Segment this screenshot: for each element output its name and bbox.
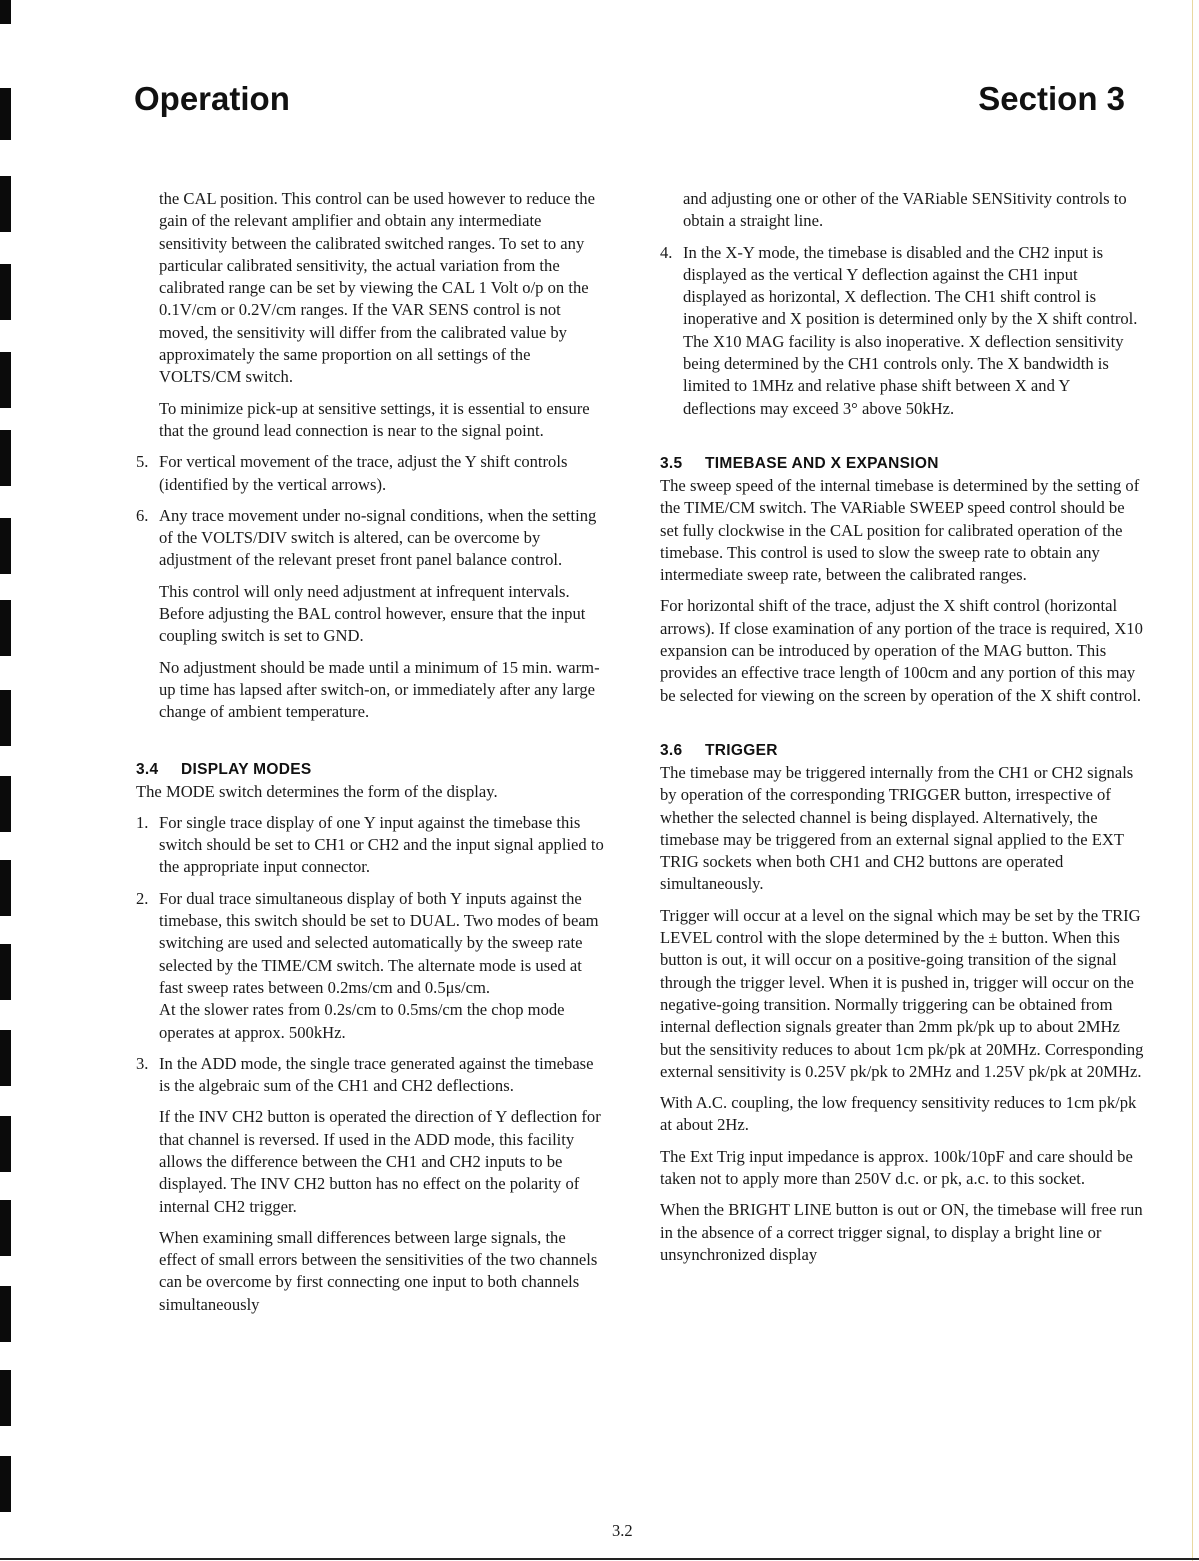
list-item: [136, 888, 606, 1044]
paragraph: For vertical movement of the trace, adjust the Y shift controls (identified by the vertical arrows).: [159, 452, 568, 494]
paragraph: The MODE switch determines the form of the display.: [136, 781, 498, 801]
list-number: 5.: [136, 452, 149, 472]
paragraph: For horizontal shift of the trace, adjust the X shift control (horizontal arrows). If close examination of any portion of the trace is required, X10 expansion can be introduced by operation of the MAG button. This provides an effective trace length of 100cm and any portion of this may be selected for viewing on the screen by operation of the X shift control.: [660, 596, 1143, 705]
list-item: [136, 451, 606, 496]
list-number: 2.: [136, 888, 149, 908]
section-heading-text: TRIGGER: [705, 741, 778, 759]
paragraph: This control will only need adjustment at infrequent intervals. Before adjusting the BAL control however, ensure that the input coupling switch is set to GND.: [159, 581, 586, 646]
section-title: Section 3: [978, 80, 1125, 117]
paragraph: At the slower rates from 0.2s/cm to 0.5ms/cm the chop mode operates at approx. 500kHz.: [159, 1000, 565, 1042]
section-number: 3.4: [136, 760, 159, 778]
section-heading: [660, 740, 1144, 762]
page-title: Operation: [134, 80, 290, 117]
paragraph: The Ext Trig input impedance is approx. 100k/10pF and care should be taken not to apply more than 250V d.c. or pk, a.c. to this socket.: [660, 1146, 1133, 1188]
paragraph: To minimize pick-up at sensitive settings, it is essential to ensure that the ground lead connection is near to the signal point.: [159, 398, 590, 440]
paragraph: The sweep speed of the internal timebase is determined by the setting of the TIME/CM switch. The VARiable SWEEP speed control should be set fully clockwise in the CAL position for calibrated operation of the timebase. This control is used to slow the sweep rate to obtain any intermediate sweep rate, between the calibrated ranges.: [660, 475, 1140, 585]
paragraph: For dual trace simultaneous display of both Y inputs against the timebase, this switch should be set to DUAL. Two modes of beam switching are used and selected automatically by the sweep rate selected by the TIME/CM switch. The alternate mode is used at fast sweep rates between 0.2ms/cm and 0.5μs/cm.: [159, 888, 599, 997]
paragraph: Trigger will occur at a level on the signal which may be set by the TRIG LEVEL control with the slope determined by the ± button. When this button is out, it will occur on a positive-going transition of the signal through the trigger level. When it is pushed in, trigger will occur on the negative-going transition. Normally triggering can be obtained from internal deflection signals greater than 2mm pk/pk up to about 2MHz but the sensitivity reduces to about 1cm pk/pk at 20MHz. Corresponding external sensitivity is 0.25V pk/pk to 2MHz and 1.25V pk/pk at 20MHz.: [660, 905, 1144, 1081]
list-item: [136, 505, 606, 724]
paragraph: For single trace display of one Y input against the timebase this switch should be set to CH1 or CH2 and the input signal applied to the appropriate input connector.: [159, 812, 604, 877]
paragraph: When examining small differences between large signals, the effect of small errors between the sensitivities of the two channels can be overcome by first connecting one input to both channels simultaneously: [159, 1227, 598, 1314]
right-column: [660, 188, 1144, 1275]
paragraph: With A.C. coupling, the low frequency sensitivity reduces to 1cm pk/pk at about 2Hz.: [660, 1093, 1137, 1135]
section-number: 3.6: [660, 741, 683, 759]
list-item: [136, 812, 606, 879]
list-item: [660, 242, 1144, 420]
paragraph: and adjusting one or other of the VARiable SENSitivity controls to obtain a straight line.: [683, 189, 1127, 231]
paragraph: No adjustment should be made until a minimum of 15 min. warm-up time has lapsed after switch-on, or immediately after any large change of ambient temperature.: [159, 657, 600, 722]
paragraph: When the BRIGHT LINE button is out or ON, the timebase will free run in the absence of a correct trigger signal, to display a bright line or unsynchronized display: [660, 1200, 1143, 1264]
section-heading: [660, 453, 1144, 475]
paragraph: In the ADD mode, the single trace generated against the timebase is the algebraic sum of the CH1 and CH2 deflections.: [159, 1053, 594, 1096]
page-number: 3.2: [612, 1521, 633, 1540]
list-number: 6.: [136, 505, 149, 525]
section-number: 3.5: [660, 454, 683, 472]
section-heading-text: DISPLAY MODES: [181, 760, 312, 778]
paragraph: The timebase may be triggered internally from the CH1 or CH2 signals by operation of the corresponding TRIGGER button, irrespective of whether the selected channel is being displayed. Alternatively, the timebase may be triggered from an external signal applied to the EXT TRIG sockets when both CH1 and CH2 buttons are operated simultaneously.: [660, 762, 1134, 894]
list-number: 4.: [660, 242, 673, 262]
list-number: 1.: [136, 812, 149, 832]
section-heading-text: TIMEBASE AND X EXPANSION: [705, 454, 939, 472]
left-column: [136, 188, 606, 1325]
page-edge-line: [1192, 0, 1193, 1561]
list-number: 3.: [136, 1053, 149, 1073]
page-bottom-edge: [0, 1558, 1199, 1560]
binding-marks: [0, 0, 14, 1561]
paragraph: the CAL position. This control can be used however to reduce the gain of the relevant amplifier and obtain any intermediate sensitivity between the calibrated switched ranges. To set to any particular calibrated sensitivity, the actual variation from the calibrated range can be set by viewing the CAL 1 Volt o/p on the 0.1V/cm or 0.2V/cm ranges. If the VAR SENS control is not moved, the sensitivity will differ from the calibrated value by approximately the same proportion on all settings of the VOLTS/CM switch.: [159, 189, 595, 387]
paragraph: Any trace movement under no-signal conditions, when the setting of the VOLTS/DIV switch is altered, can be overcome by adjustment of the relevant preset front panel balance control.: [159, 505, 597, 570]
section-heading: [136, 759, 606, 781]
paragraph: In the X-Y mode, the timebase is disabled and the CH2 input is displayed as the vertical Y deflection against the CH1 input displayed as horizontal, X deflection. The CH1 shift control is inoperative and X position is determined only by the X shift control. The X10 MAG facility is also inoperative. X deflection sensitivity being determined by the CH1 controls only. The X bandwidth is limited to 1MHz and relative phase shift between X and Y deflections may exceed 3° above 50kHz.: [683, 242, 1138, 418]
paragraph: If the INV CH2 button is operated the direction of Y deflection for that channel is reversed. If used in the ADD mode, this facility allows the difference between the CH1 and CH2 inputs to be displayed. The INV CH2 button has no effect on the polarity of internal CH2 trigger.: [159, 1107, 601, 1216]
list-item: [136, 1053, 606, 1316]
